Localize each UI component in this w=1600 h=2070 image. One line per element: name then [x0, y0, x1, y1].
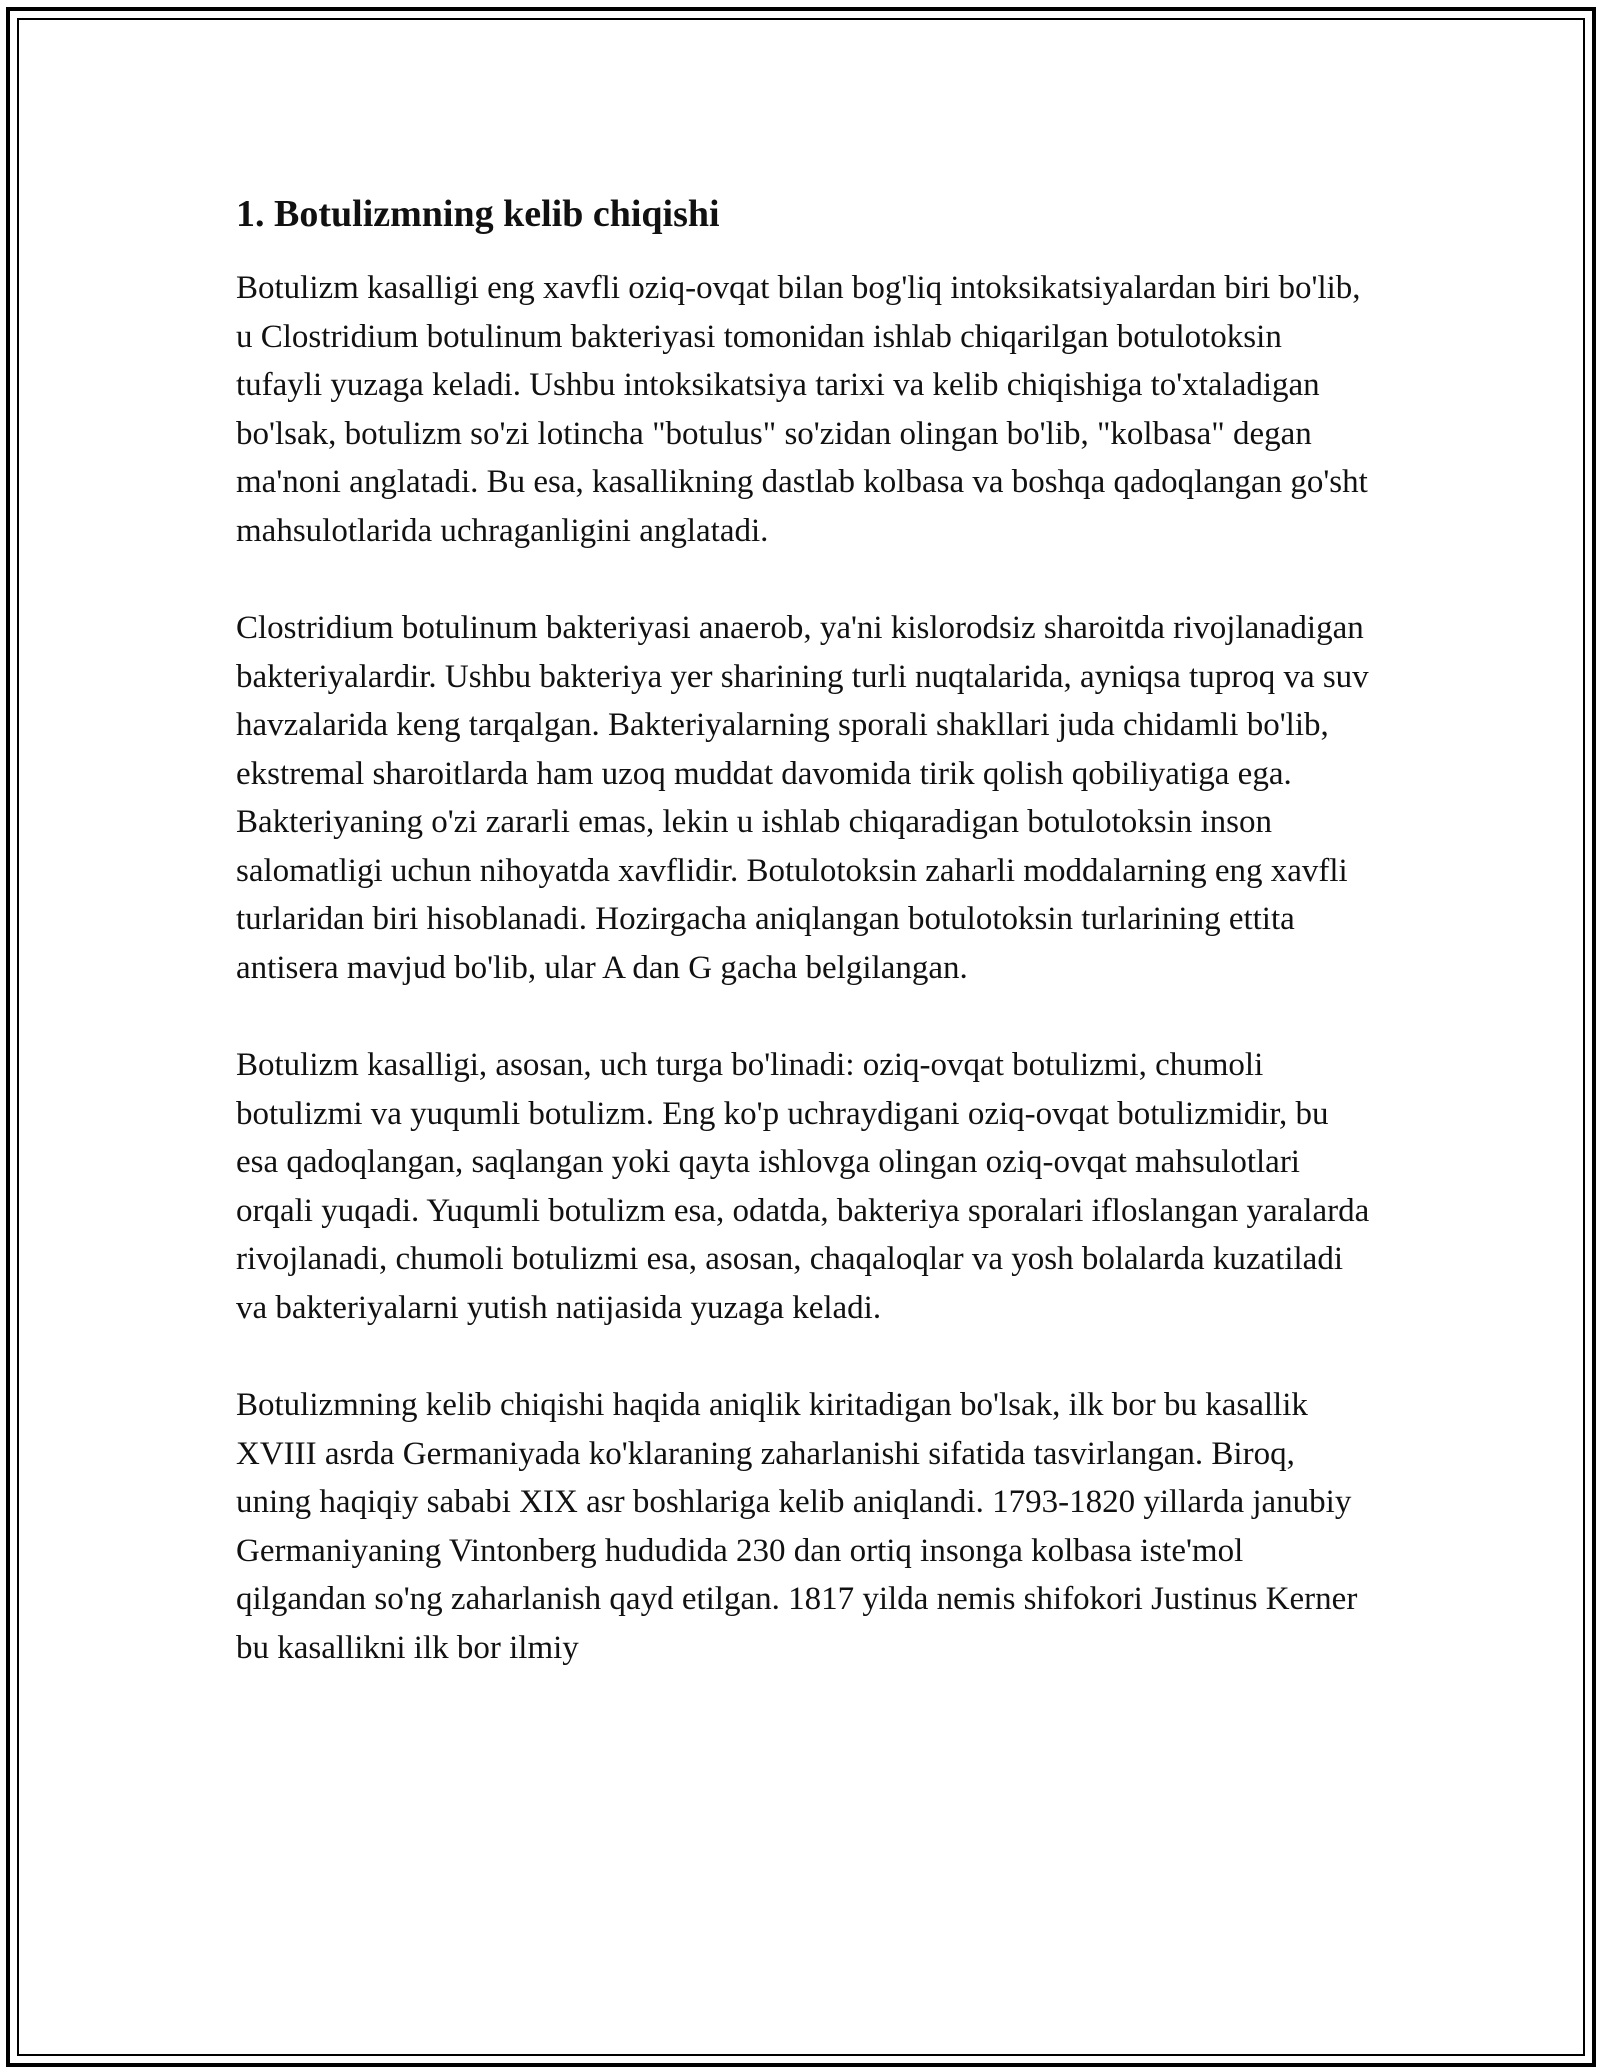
paragraph-origin-of-name: Botulizm kasalligi eng xavfli oziq-ovqat bilan bog'liq intoksikatsiyalardan biri bo'lib, u Clostridium botulinum bakteriyasi tomonidan ishlab chiqarilgan botulotoksin tufayli yuzaga keladi. Ushbu intoksikatsiya tarixi va kelib chiqishiga to'xtaladigan bo'lsak, botulizm so'zi lotincha "botulus" so'zidan olingan bo'lib, "kolbasa" degan ma'noni anglatadi. Bu esa, kasallikning dastlab kolbasa va boshqa qadoqlangan go'sht mahsulotlarida uchraganligini anglatadi. — [236, 270, 1368, 549]
paragraph-bacterium: Clostridium botulinum bakteriyasi anaerob, ya'ni kislorodsiz sharoitda rivojlanadigan bakteriyalardir. Ushbu bakteriya yer sharining turli nuqtalarida, ayniqsa tuproq va suv havzalarida keng tarqalgan. Bakteriyalarning sporali shakllari juda chidamli bo'lib, ekstremal sharoitlarda ham uzoq muddat davomida tirik qolish qobiliyatiga ega. Bakteriyaning o'zi zararli emas, lekin u ishlab chiqaradigan botulotoksin inson salomatligi uchun nihoyatda xavflidir. Botulotoksin zaharli moddalarning eng xavfli turlaridan biri hisoblanadi. Hozirgacha aniqlangan botulotoksin turlarining ettita antisera mavjud bo'lib, ular A dan G gacha belgilangan. — [236, 610, 1369, 986]
section-heading: 1. Botulizmning kelib chiqishi — [236, 193, 720, 235]
paragraph-history: Botulizmning kelib chiqishi haqida aniqlik kiritadigan bo'lsak, ilk bor bu kasallik XVIII asrda Germaniyada ko'klaraning zaharlanishi sifatida tasvirlangan. Biroq, uning haqiqiy sababi XIX asr boshlariga kelib aniqlandi. 1793-1820 yillarda janubiy Germaniyaning Vintonberg hududida 230 dan ortiq insonga kolbasa iste'mol qilgandan so'ng zaharlanish qayd etilgan. 1817 yilda nemis shifokori Justinus Kerner bu kasallikni ilk bor ilmiy — [236, 1387, 1358, 1666]
paragraph-types: Botulizm kasalligi, asosan, uch turga bo'linadi: oziq-ovqat botulizmi, chumoli botulizmi va yuqumli botulizm. Eng ko'p uchraydigani oziq-ovqat botulizmidir, bu esa qadoqlangan, saqlangan yoki qayta ishlovga olingan oziq-ovqat mahsulotlari orqali yuqadi. Yuqumli botulizm esa, odatda, bakteriya sporalari ifloslangan yaralarda rivojlanadi, chumoli botulizmi esa, asosan, chaqaloqlar va yosh bolalarda kuzatiladi va bakteriyalarni yutish natijasida yuzaga keladi. — [236, 1047, 1370, 1326]
document-body — [236, 186, 1376, 1721]
